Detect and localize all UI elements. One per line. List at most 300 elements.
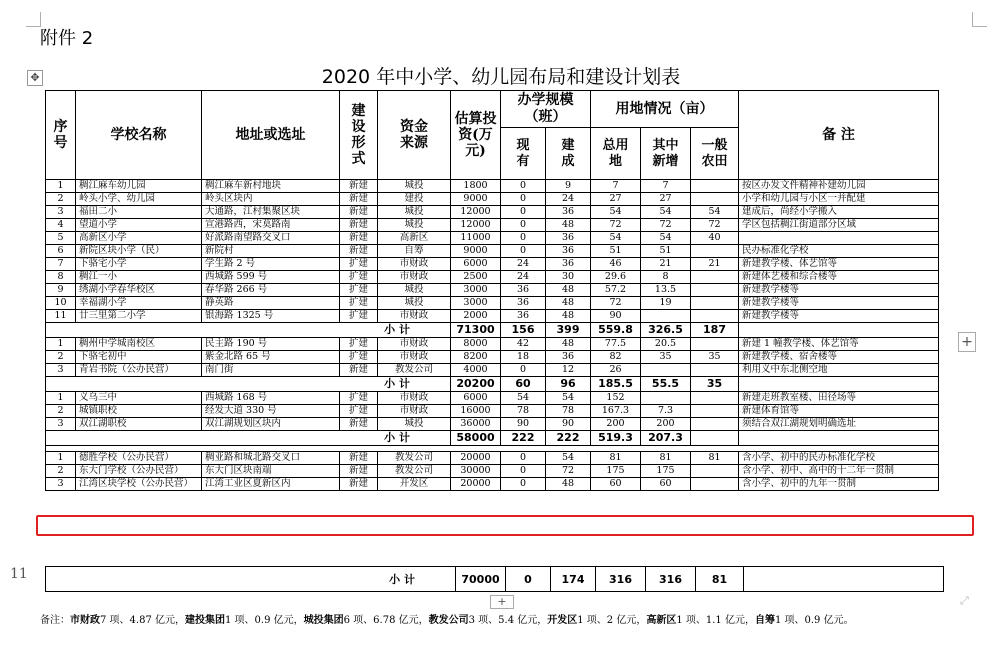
- cell-form: 扩建: [340, 310, 378, 323]
- table-row: [46, 351, 939, 364]
- cell-built: 48: [546, 284, 591, 297]
- cell-fund: 市财政: [378, 258, 451, 271]
- subtotal-built: 399: [546, 323, 591, 338]
- cell-cur: 78: [501, 405, 546, 418]
- cell-seq: 3: [46, 206, 76, 219]
- footnote-value: 1 项、2 亿元，: [577, 615, 647, 626]
- cell-farm: [691, 465, 739, 478]
- header-name: 学校名称: [76, 91, 202, 180]
- subtotal-built: 96: [546, 377, 591, 392]
- cell-form: 新建: [340, 245, 378, 258]
- cell-note: 含小学、初中、高中的十二年一贯制: [739, 465, 939, 478]
- cell-farm: [691, 310, 739, 323]
- final-subtotal-land-farm: 81: [696, 567, 744, 592]
- final-subtotal-land-new: 316: [646, 567, 696, 592]
- cell-name: 福田二小: [76, 206, 202, 219]
- cell-addr: 南门街: [202, 364, 340, 377]
- cell-fund: 市财政: [378, 271, 451, 284]
- cell-form: 新建: [340, 465, 378, 478]
- subtotal-row: [46, 431, 939, 446]
- cell-built: 78: [546, 405, 591, 418]
- cell-inv: 6000: [451, 258, 501, 271]
- header-scale: 办学规模（班）: [501, 91, 591, 128]
- cell-new: 72: [641, 219, 691, 232]
- cell-seq: 2: [46, 405, 76, 418]
- cell-total: 7: [591, 180, 641, 193]
- cell-addr: 好派路南望路交叉口: [202, 232, 340, 245]
- table-row: [46, 338, 939, 351]
- cell-name: 城镇职校: [76, 405, 202, 418]
- cell-fund: 教发公司: [378, 465, 451, 478]
- table-row: [46, 206, 939, 219]
- cell-built: 90: [546, 418, 591, 431]
- document-title: 2020 年中小学、幼儿园布局和建设计划表: [321, 66, 681, 88]
- cell-fund: 教发公司: [378, 364, 451, 377]
- footnote-value: 1 项、0.9 亿元，: [225, 615, 304, 626]
- header-land: 用地情况（亩）: [591, 91, 739, 128]
- table-row: [46, 297, 939, 310]
- page-corner-mark: [26, 12, 41, 27]
- table-row: [46, 193, 939, 206]
- cell-inv: 4000: [451, 364, 501, 377]
- cell-inv: 9000: [451, 245, 501, 258]
- cell-note: 须结合双江湖规划明确选址: [739, 418, 939, 431]
- header-land-total: 总用地: [591, 128, 641, 180]
- footnote-source: 开发区: [547, 615, 578, 626]
- attachment-label: 附件 2: [40, 28, 94, 49]
- cell-note: 新建走班教室楼、田径场等: [739, 392, 939, 405]
- cell-built: 36: [546, 206, 591, 219]
- footnote-source: 教发公司: [428, 615, 469, 626]
- cell-built: 72: [546, 465, 591, 478]
- cell-total: 72: [591, 297, 641, 310]
- cell-inv: 8000: [451, 338, 501, 351]
- cell-cur: 90: [501, 418, 546, 431]
- cell-seq: 5: [46, 232, 76, 245]
- subtotal-cur: 156: [501, 323, 546, 338]
- header-form: 建设形式: [340, 91, 378, 180]
- cell-seq: 2: [46, 465, 76, 478]
- cell-fund: 市财政: [378, 405, 451, 418]
- cell-new: 21: [641, 258, 691, 271]
- cell-cur: 18: [501, 351, 546, 364]
- cell-note: 含小学、初中的九年一贯制: [739, 478, 939, 491]
- footnote-value: 1 项、0.9 亿元。: [774, 615, 854, 626]
- header-notes: 备 注: [739, 91, 939, 180]
- cell-name: 义乌三中: [76, 392, 202, 405]
- table-row: [46, 364, 939, 377]
- cell-fund: 市财政: [378, 310, 451, 323]
- cell-total: 152: [591, 392, 641, 405]
- cell-total: 57.2: [591, 284, 641, 297]
- subtotal-row: [46, 377, 939, 392]
- cell-cur: 24: [501, 271, 546, 284]
- cell-note: 新建教学楼等: [739, 297, 939, 310]
- cell-addr: 学生路 2 号: [202, 258, 340, 271]
- cell-fund: 城投: [378, 418, 451, 431]
- cell-name: 望道小学: [76, 219, 202, 232]
- table-move-handle-icon[interactable]: ✥: [27, 70, 43, 86]
- cell-fund: 市财政: [378, 392, 451, 405]
- header-scale-existing: 现有: [501, 128, 546, 180]
- cell-addr: 宣港路西，宋莫路南: [202, 219, 340, 232]
- cell-built: 24: [546, 193, 591, 206]
- cell-inv: 9000: [451, 193, 501, 206]
- table-row: [46, 478, 939, 491]
- subtotal-label: 小 计: [46, 377, 451, 392]
- cell-fund: 自筹: [378, 245, 451, 258]
- table-row: [46, 405, 939, 418]
- cell-new: 19: [641, 297, 691, 310]
- cell-new: [641, 392, 691, 405]
- subtotal-cur: 222: [501, 431, 546, 446]
- table-row: [46, 258, 939, 271]
- cell-form: 扩建: [340, 297, 378, 310]
- cell-farm: [691, 364, 739, 377]
- cell-form: 扩建: [340, 351, 378, 364]
- header-address: 地址或选址: [202, 91, 340, 180]
- cell-cur: 0: [501, 206, 546, 219]
- cell-name: 幸福湖小学: [76, 297, 202, 310]
- subtotal-notes: [739, 323, 939, 338]
- cell-name: 高新区小学: [76, 232, 202, 245]
- cell-cur: 0: [501, 465, 546, 478]
- cell-seq: 1: [46, 392, 76, 405]
- cell-addr: 经发大道 330 号: [202, 405, 340, 418]
- cell-seq: 9: [46, 284, 76, 297]
- cell-inv: 11000: [451, 232, 501, 245]
- cell-cur: 0: [501, 245, 546, 258]
- cell-seq: 1: [46, 180, 76, 193]
- header-fund: 资金来源: [378, 91, 451, 180]
- footnote-source: 高新区: [646, 615, 677, 626]
- cell-built: 48: [546, 478, 591, 491]
- cell-farm: [691, 271, 739, 284]
- final-subtotal-table: [45, 566, 944, 592]
- cell-farm: 40: [691, 232, 739, 245]
- cell-farm: 54: [691, 206, 739, 219]
- cell-new: 20.5: [641, 338, 691, 351]
- cell-cur: 36: [501, 310, 546, 323]
- subtotal-inv: 58000: [451, 431, 501, 446]
- cell-farm: 35: [691, 351, 739, 364]
- expand-corner-icon[interactable]: ⤢: [960, 594, 969, 607]
- subtotal-new: 326.5: [641, 323, 691, 338]
- cell-addr: 紫金北路 65 号: [202, 351, 340, 364]
- cell-inv: 20000: [451, 452, 501, 465]
- cell-cur: 24: [501, 258, 546, 271]
- cell-name: 岭头小学、幼儿园: [76, 193, 202, 206]
- cell-fund: 城投: [378, 297, 451, 310]
- table-row: [46, 245, 939, 258]
- cell-inv: 1800: [451, 180, 501, 193]
- subtotal-notes: [739, 431, 939, 446]
- table-row: [46, 310, 939, 323]
- cell-new: 8: [641, 271, 691, 284]
- cell-inv: 3000: [451, 284, 501, 297]
- cell-form: 新建: [340, 232, 378, 245]
- cell-farm: 72: [691, 219, 739, 232]
- cell-note: 新建 1 幢教学楼、体艺馆等: [739, 338, 939, 351]
- cell-addr: 稠亚路和城北路交叉口: [202, 452, 340, 465]
- subtotal-new: 207.3: [641, 431, 691, 446]
- cell-cur: 0: [501, 193, 546, 206]
- cell-form: 新建: [340, 219, 378, 232]
- cell-note: 新建教学楼等: [739, 284, 939, 297]
- cell-name: 廿三里第二小学: [76, 310, 202, 323]
- cell-inv: 30000: [451, 465, 501, 478]
- cell-fund: 开发区: [378, 478, 451, 491]
- cell-built: 12: [546, 364, 591, 377]
- cell-farm: [691, 245, 739, 258]
- table-row: [46, 418, 939, 431]
- cell-seq: 2: [46, 193, 76, 206]
- subtotal-built: 222: [546, 431, 591, 446]
- cell-seq: 1: [46, 452, 76, 465]
- page-number: 11: [10, 566, 28, 582]
- cell-form: 扩建: [340, 338, 378, 351]
- cell-inv: 6000: [451, 392, 501, 405]
- cell-total: 175: [591, 465, 641, 478]
- cell-total: 72: [591, 219, 641, 232]
- cell-cur: 54: [501, 392, 546, 405]
- add-column-plus-icon[interactable]: +: [958, 332, 976, 352]
- cell-name: 双江湖职校: [76, 418, 202, 431]
- cell-new: 60: [641, 478, 691, 491]
- cell-addr: 静英路: [202, 297, 340, 310]
- cell-fund: 市财政: [378, 338, 451, 351]
- table-row: [46, 452, 939, 465]
- cell-new: [641, 310, 691, 323]
- cell-seq: 7: [46, 258, 76, 271]
- final-subtotal-land-total: 316: [596, 567, 646, 592]
- cell-fund: 城投: [378, 180, 451, 193]
- cell-farm: [691, 478, 739, 491]
- cell-addr: 银海路 1325 号: [202, 310, 340, 323]
- cell-fund: 城投: [378, 206, 451, 219]
- cell-name: 德胜学校（公办民营）: [76, 452, 202, 465]
- footnote-value: 6 项、6.78 亿元，: [343, 615, 429, 626]
- cell-new: 81: [641, 452, 691, 465]
- plan-table: [45, 90, 939, 491]
- subtotal-label: 小 计: [46, 323, 451, 338]
- cell-seq: 10: [46, 297, 76, 310]
- cell-note: 学区包括稠江街道部分区域: [739, 219, 939, 232]
- cell-seq: 4: [46, 219, 76, 232]
- cell-seq: 11: [46, 310, 76, 323]
- cell-built: 30: [546, 271, 591, 284]
- cell-note: [739, 232, 939, 245]
- cell-note: 利用义中东北侧空地: [739, 364, 939, 377]
- table-row: [46, 180, 939, 193]
- cell-total: 51: [591, 245, 641, 258]
- cell-note: 含小学、初中的民办标准化学校: [739, 452, 939, 465]
- footnote-value: 7 项、4.87 亿元，: [100, 615, 185, 626]
- header-scale-built: 建成: [546, 128, 591, 180]
- cell-addr: 岭头区块内: [202, 193, 340, 206]
- subtotal-label: 小 计: [46, 431, 451, 446]
- footnote-source: 自筹: [754, 615, 775, 626]
- cell-new: 54: [641, 232, 691, 245]
- cell-name: 青岩书院（公办民营）: [76, 364, 202, 377]
- cell-fund: 城投: [378, 219, 451, 232]
- add-row-plus-icon[interactable]: +: [490, 595, 514, 609]
- table-row: [46, 392, 939, 405]
- cell-cur: 42: [501, 338, 546, 351]
- cell-addr: 西城路 599 号: [202, 271, 340, 284]
- cell-addr: 春华路 266 号: [202, 284, 340, 297]
- cell-addr: 西城路 168 号: [202, 392, 340, 405]
- cell-new: 27: [641, 193, 691, 206]
- cell-note: 新建教学楼、体艺馆等: [739, 258, 939, 271]
- subtotal-total: 559.8: [591, 323, 641, 338]
- subtotal-total: 185.5: [591, 377, 641, 392]
- subtotal-farm: 187: [691, 323, 739, 338]
- cell-total: 26: [591, 364, 641, 377]
- header-land-new: 其中新增: [641, 128, 691, 180]
- cell-addr: 民主路 190 号: [202, 338, 340, 351]
- header-seq: 序号: [46, 91, 76, 180]
- cell-farm: [691, 418, 739, 431]
- subtotal-farm: 35: [691, 377, 739, 392]
- cell-seq: 1: [46, 338, 76, 351]
- cell-fund: 城投: [378, 284, 451, 297]
- subtotal-notes: [739, 377, 939, 392]
- cell-built: 48: [546, 338, 591, 351]
- cell-new: 35: [641, 351, 691, 364]
- cell-built: 48: [546, 297, 591, 310]
- subtotal-row: [46, 323, 939, 338]
- cell-new: 51: [641, 245, 691, 258]
- cell-fund: 建投: [378, 193, 451, 206]
- table-row: [46, 219, 939, 232]
- cell-note: 建成后，尚经小学搬入: [739, 206, 939, 219]
- cell-farm: [691, 405, 739, 418]
- final-subtotal-invest: 70000: [456, 567, 506, 592]
- cell-total: 167.3: [591, 405, 641, 418]
- cell-note: 按区办发文件精神补建幼儿园: [739, 180, 939, 193]
- subtotal-new: 55.5: [641, 377, 691, 392]
- cell-built: 54: [546, 452, 591, 465]
- cell-total: 200: [591, 418, 641, 431]
- cell-total: 29.6: [591, 271, 641, 284]
- cell-total: 90: [591, 310, 641, 323]
- table-row: [46, 465, 939, 478]
- cell-name: 江湾区块学校（公办民营）: [76, 478, 202, 491]
- cell-form: 扩建: [340, 258, 378, 271]
- cell-seq: 8: [46, 271, 76, 284]
- cell-fund: 市财政: [378, 351, 451, 364]
- cell-inv: 36000: [451, 418, 501, 431]
- cell-farm: [691, 193, 739, 206]
- cell-name: 稠江麻车幼儿园: [76, 180, 202, 193]
- cell-note: 民办标准化学校: [739, 245, 939, 258]
- cell-name: 稠州中学城南校区: [76, 338, 202, 351]
- cell-form: 扩建: [340, 271, 378, 284]
- cell-new: [641, 364, 691, 377]
- cell-form: 新建: [340, 206, 378, 219]
- cell-inv: 12000: [451, 219, 501, 232]
- cell-new: 175: [641, 465, 691, 478]
- cell-built: 36: [546, 245, 591, 258]
- cell-cur: 0: [501, 232, 546, 245]
- footnote-value: 3 项、5.4 亿元，: [468, 615, 548, 626]
- cell-inv: 8200: [451, 351, 501, 364]
- cell-built: 36: [546, 258, 591, 271]
- cell-farm: 81: [691, 452, 739, 465]
- cell-built: 9: [546, 180, 591, 193]
- cell-farm: [691, 180, 739, 193]
- cell-fund: 高新区: [378, 232, 451, 245]
- cell-form: 新建: [340, 364, 378, 377]
- cell-total: 60: [591, 478, 641, 491]
- cell-addr: 江湾工业区夏新区内: [202, 478, 340, 491]
- final-subtotal-label: 小 计: [46, 567, 456, 592]
- table-row: [46, 232, 939, 245]
- cell-inv: 16000: [451, 405, 501, 418]
- cell-total: 54: [591, 206, 641, 219]
- cell-built: 48: [546, 310, 591, 323]
- cell-built: 36: [546, 232, 591, 245]
- cell-total: 27: [591, 193, 641, 206]
- final-subtotal-existing: 0: [506, 567, 551, 592]
- cell-new: 7: [641, 180, 691, 193]
- footnote-prefix: 备注：: [40, 615, 70, 626]
- cell-addr: 稠江麻车新村地块: [202, 180, 340, 193]
- cell-note: 新建教学楼、宿舍楼等: [739, 351, 939, 364]
- subtotal-farm: [691, 431, 739, 446]
- cell-total: 82: [591, 351, 641, 364]
- cell-cur: 0: [501, 180, 546, 193]
- footnote-value: 1 项、1.1 亿元，: [676, 615, 755, 626]
- highlight-box: [36, 515, 974, 536]
- cell-built: 54: [546, 392, 591, 405]
- cell-addr: 新院村: [202, 245, 340, 258]
- cell-form: 扩建: [340, 392, 378, 405]
- cell-new: 54: [641, 206, 691, 219]
- subtotal-inv: 71300: [451, 323, 501, 338]
- cell-seq: 3: [46, 478, 76, 491]
- cell-total: 77.5: [591, 338, 641, 351]
- cell-addr: 东大门区块南端: [202, 465, 340, 478]
- cell-cur: 36: [501, 297, 546, 310]
- cell-form: 新建: [340, 478, 378, 491]
- cell-fund: 教发公司: [378, 452, 451, 465]
- cell-farm: [691, 284, 739, 297]
- cell-inv: 20000: [451, 478, 501, 491]
- final-subtotal-built: 174: [551, 567, 596, 592]
- subtotal-total: 519.3: [591, 431, 641, 446]
- cell-seq: 3: [46, 418, 76, 431]
- cell-cur: 0: [501, 219, 546, 232]
- footnote-source: 城投集团: [303, 615, 344, 626]
- cell-inv: 2500: [451, 271, 501, 284]
- cell-new: 13.5: [641, 284, 691, 297]
- table-row: [46, 271, 939, 284]
- footnote: [40, 611, 980, 626]
- cell-farm: [691, 338, 739, 351]
- cell-cur: 0: [501, 364, 546, 377]
- cell-note: 新建体育馆等: [739, 405, 939, 418]
- subtotal-inv: 20200: [451, 377, 501, 392]
- cell-addr: 大通路，江村集聚区块: [202, 206, 340, 219]
- cell-total: 46: [591, 258, 641, 271]
- cell-name: 稠江一小: [76, 271, 202, 284]
- cell-note: 新建教学楼等: [739, 310, 939, 323]
- cell-cur: 0: [501, 452, 546, 465]
- cell-name: 绣湖小学春华校区: [76, 284, 202, 297]
- cell-seq: 6: [46, 245, 76, 258]
